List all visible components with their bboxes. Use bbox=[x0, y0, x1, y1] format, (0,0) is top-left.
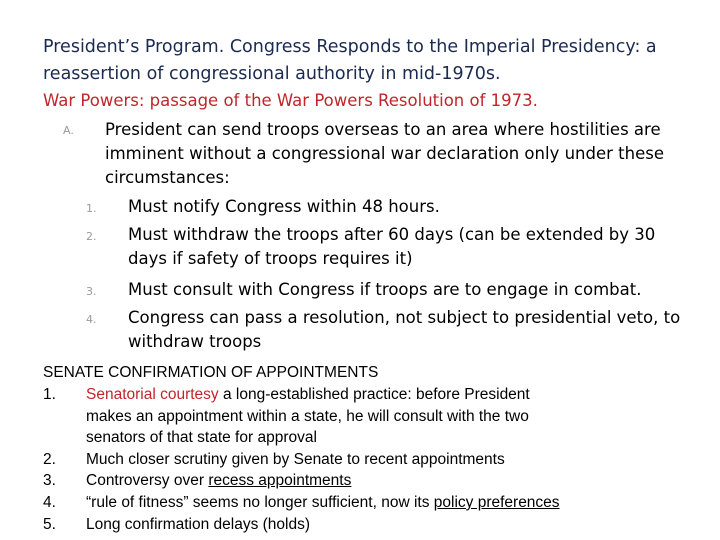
senate-item-1-line-1 bbox=[86, 384, 530, 405]
senate-item-5-text: Long confirmation delays (holds) bbox=[86, 516, 311, 533]
senate-item-2-marker: 2. bbox=[43, 451, 56, 468]
senate-item-3-pre: Controversy over bbox=[86, 472, 209, 489]
senate-item-4-pre: “rule of fitness” seems no longer sufficient, now its bbox=[86, 494, 434, 511]
subitem-4-marker: 4. bbox=[86, 313, 97, 326]
title-line-2: reassertion of congressional authority in mid-1970s. bbox=[43, 64, 501, 84]
senate-item-4-text bbox=[86, 492, 560, 513]
policy-preferences-link[interactable]: policy preferences bbox=[433, 494, 560, 511]
senate-item-1-rest: a long-established practice: before President bbox=[218, 386, 530, 403]
subitem-2-line-1: Must withdraw the troops after 60 days (can be extended by 30 bbox=[128, 225, 656, 244]
senate-item-1-line-2: makes an appointment within a state, he will consult with the two bbox=[86, 408, 529, 425]
recess-appointments-link[interactable]: recess appointments bbox=[208, 472, 352, 489]
senate-item-3-text bbox=[86, 470, 351, 491]
senate-heading: SENATE CONFIRMATION OF APPOINTMENTS bbox=[43, 364, 379, 381]
subitem-2-line-2: days if safety of troops requires it) bbox=[128, 249, 413, 268]
subitem-4-line-2: withdraw troops bbox=[128, 332, 262, 351]
subitem-4-line-1: Congress can pass a resolution, not subject to presidential veto, to bbox=[128, 308, 681, 327]
senate-item-1-line-3: senators of that state for approval bbox=[86, 429, 317, 446]
war-powers-heading: War Powers: passage of the War Powers Resolution of 1973. bbox=[43, 91, 538, 110]
item-a-line-2: imminent without a congressional war declaration only under these bbox=[105, 144, 664, 163]
subitem-3-marker: 3. bbox=[86, 285, 97, 298]
subitem-3-text: Must consult with Congress if troops are to engage in combat. bbox=[128, 280, 642, 299]
item-a-line-1: President can send troops overseas to an area where hostilities are bbox=[105, 120, 661, 139]
item-a-line-3: circumstances: bbox=[105, 168, 230, 187]
senate-item-4-marker: 4. bbox=[43, 494, 56, 511]
senatorial-courtesy-term: Senatorial courtesy bbox=[86, 386, 219, 403]
title-line-1: President’s Program. Congress Responds to the Imperial Presidency: a bbox=[43, 37, 657, 57]
item-a-marker: A. bbox=[63, 124, 74, 137]
subitem-1-text: Must notify Congress within 48 hours. bbox=[128, 197, 440, 216]
senate-item-5-marker: 5. bbox=[43, 516, 56, 533]
subitem-1-marker: 1. bbox=[86, 202, 97, 215]
subitem-2-marker: 2. bbox=[86, 230, 97, 243]
senate-item-2-text: Much closer scrutiny given by Senate to recent appointments bbox=[86, 451, 505, 468]
senate-item-1-marker: 1. bbox=[43, 386, 56, 403]
senate-item-3-marker: 3. bbox=[43, 472, 56, 489]
